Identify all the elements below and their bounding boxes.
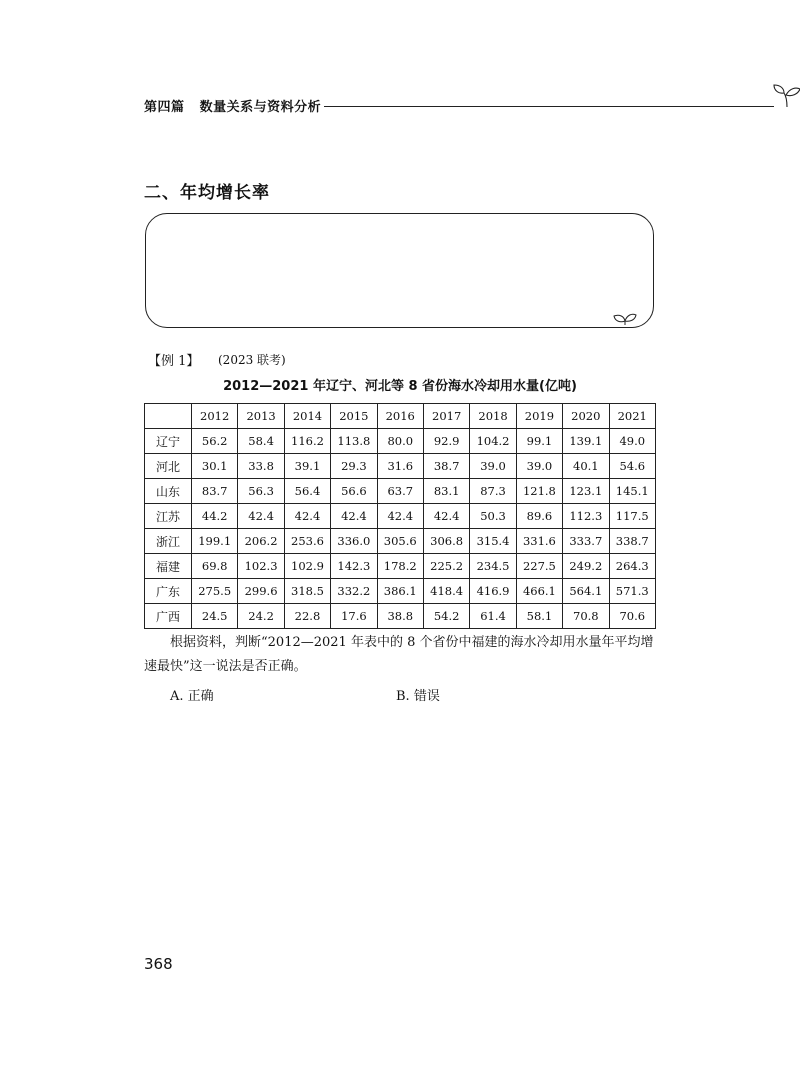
value-cell: 315.4: [470, 529, 516, 554]
value-cell: 264.3: [609, 554, 655, 579]
value-cell: 56.4: [284, 479, 330, 504]
province-cell: 辽宁: [145, 429, 192, 454]
value-cell: 336.0: [331, 529, 377, 554]
value-cell: 39.1: [284, 454, 330, 479]
year-header: 2019: [516, 404, 562, 429]
value-cell: 386.1: [377, 579, 423, 604]
value-cell: 299.6: [238, 579, 284, 604]
value-cell: 56.2: [192, 429, 238, 454]
value-cell: 305.6: [377, 529, 423, 554]
data-table: [144, 403, 656, 629]
year-header: 2014: [284, 404, 330, 429]
value-cell: 225.2: [423, 554, 469, 579]
value-cell: 564.1: [563, 579, 609, 604]
value-cell: 234.5: [470, 554, 516, 579]
example-source: (2023 联考): [218, 353, 286, 367]
section-title: 二、年均增长率: [144, 183, 270, 203]
value-cell: 42.4: [284, 504, 330, 529]
table-body: [145, 429, 656, 629]
value-cell: 116.2: [284, 429, 330, 454]
value-cell: 99.1: [516, 429, 562, 454]
value-cell: 50.3: [470, 504, 516, 529]
value-cell: 92.9: [423, 429, 469, 454]
value-cell: 42.4: [238, 504, 284, 529]
value-cell: 571.3: [609, 579, 655, 604]
value-cell: 22.8: [284, 604, 330, 629]
value-cell: 102.9: [284, 554, 330, 579]
value-cell: 178.2: [377, 554, 423, 579]
table-row: [145, 579, 656, 604]
value-cell: 17.6: [331, 604, 377, 629]
table-corner-cell: [145, 404, 192, 429]
value-cell: 61.4: [470, 604, 516, 629]
value-cell: 70.6: [609, 604, 655, 629]
value-cell: 54.6: [609, 454, 655, 479]
value-cell: 29.3: [331, 454, 377, 479]
value-cell: 56.6: [331, 479, 377, 504]
value-cell: 142.3: [331, 554, 377, 579]
table-row: [145, 429, 656, 454]
value-cell: 30.1: [192, 454, 238, 479]
header-text: [144, 96, 321, 115]
year-header: 2018: [470, 404, 516, 429]
province-cell: 江苏: [145, 504, 192, 529]
header-part: 第四篇: [144, 100, 185, 115]
year-header: 2021: [609, 404, 655, 429]
value-cell: 69.8: [192, 554, 238, 579]
option-a: A. 正确: [170, 689, 214, 704]
value-cell: 80.0: [377, 429, 423, 454]
value-cell: 227.5: [516, 554, 562, 579]
table-row: [145, 479, 656, 504]
sprout-icon: [613, 310, 637, 326]
table-row: [145, 529, 656, 554]
value-cell: 63.7: [377, 479, 423, 504]
province-cell: 山东: [145, 479, 192, 504]
header-title: 数量关系与资料分析: [199, 100, 322, 115]
value-cell: 42.4: [423, 504, 469, 529]
value-cell: 418.4: [423, 579, 469, 604]
year-header: 2013: [238, 404, 284, 429]
value-cell: 332.2: [331, 579, 377, 604]
value-cell: 44.2: [192, 504, 238, 529]
year-header: 2016: [377, 404, 423, 429]
table-row: [145, 604, 656, 629]
value-cell: 121.8: [516, 479, 562, 504]
page-number: 368: [144, 955, 173, 973]
note-box: [145, 213, 654, 328]
value-cell: 87.3: [470, 479, 516, 504]
value-cell: 38.8: [377, 604, 423, 629]
year-header: 2015: [331, 404, 377, 429]
value-cell: 306.8: [423, 529, 469, 554]
value-cell: 331.6: [516, 529, 562, 554]
option-b: B. 错误: [396, 689, 440, 704]
province-cell: 河北: [145, 454, 192, 479]
value-cell: 58.1: [516, 604, 562, 629]
value-cell: 56.3: [238, 479, 284, 504]
value-cell: 113.8: [331, 429, 377, 454]
value-cell: 199.1: [192, 529, 238, 554]
value-cell: 49.0: [609, 429, 655, 454]
value-cell: 249.2: [563, 554, 609, 579]
value-cell: 333.7: [563, 529, 609, 554]
value-cell: 54.2: [423, 604, 469, 629]
table-header-row: [145, 404, 656, 429]
value-cell: 31.6: [377, 454, 423, 479]
value-cell: 39.0: [470, 454, 516, 479]
value-cell: 318.5: [284, 579, 330, 604]
table-title: 2012—2021 年辽宁、河北等 8 省份海水冷却用水量(亿吨): [223, 379, 577, 394]
value-cell: 24.5: [192, 604, 238, 629]
value-cell: 466.1: [516, 579, 562, 604]
value-cell: 58.4: [238, 429, 284, 454]
table-row: [145, 454, 656, 479]
header-rule: [324, 106, 774, 107]
province-cell: 福建: [145, 554, 192, 579]
value-cell: 42.4: [377, 504, 423, 529]
value-cell: 416.9: [470, 579, 516, 604]
value-cell: 338.7: [609, 529, 655, 554]
value-cell: 40.1: [563, 454, 609, 479]
value-cell: 139.1: [563, 429, 609, 454]
question-text: 根据资料，判断“2012—2021 年表中的 8 个省份中福建的海水冷却用水量年平均增速最快”这一说法是否正确。: [144, 635, 654, 674]
value-cell: 117.5: [609, 504, 655, 529]
value-cell: 102.3: [238, 554, 284, 579]
value-cell: 89.6: [516, 504, 562, 529]
value-cell: 24.2: [238, 604, 284, 629]
value-cell: 275.5: [192, 579, 238, 604]
year-header: 2020: [563, 404, 609, 429]
table-row: [145, 554, 656, 579]
year-header: 2012: [192, 404, 238, 429]
value-cell: 42.4: [331, 504, 377, 529]
province-cell: 浙江: [145, 529, 192, 554]
value-cell: 70.8: [563, 604, 609, 629]
value-cell: 123.1: [563, 479, 609, 504]
province-cell: 广西: [145, 604, 192, 629]
value-cell: 38.7: [423, 454, 469, 479]
value-cell: 33.8: [238, 454, 284, 479]
value-cell: 206.2: [238, 529, 284, 554]
page-header: [144, 94, 664, 118]
value-cell: 253.6: [284, 529, 330, 554]
value-cell: 112.3: [563, 504, 609, 529]
value-cell: 83.1: [423, 479, 469, 504]
table-row: [145, 504, 656, 529]
value-cell: 39.0: [516, 454, 562, 479]
sprout-icon: [772, 82, 800, 108]
value-cell: 145.1: [609, 479, 655, 504]
province-cell: 广东: [145, 579, 192, 604]
value-cell: 104.2: [470, 429, 516, 454]
value-cell: 83.7: [192, 479, 238, 504]
year-header: 2017: [423, 404, 469, 429]
example-label: 【例 1】: [148, 354, 200, 369]
